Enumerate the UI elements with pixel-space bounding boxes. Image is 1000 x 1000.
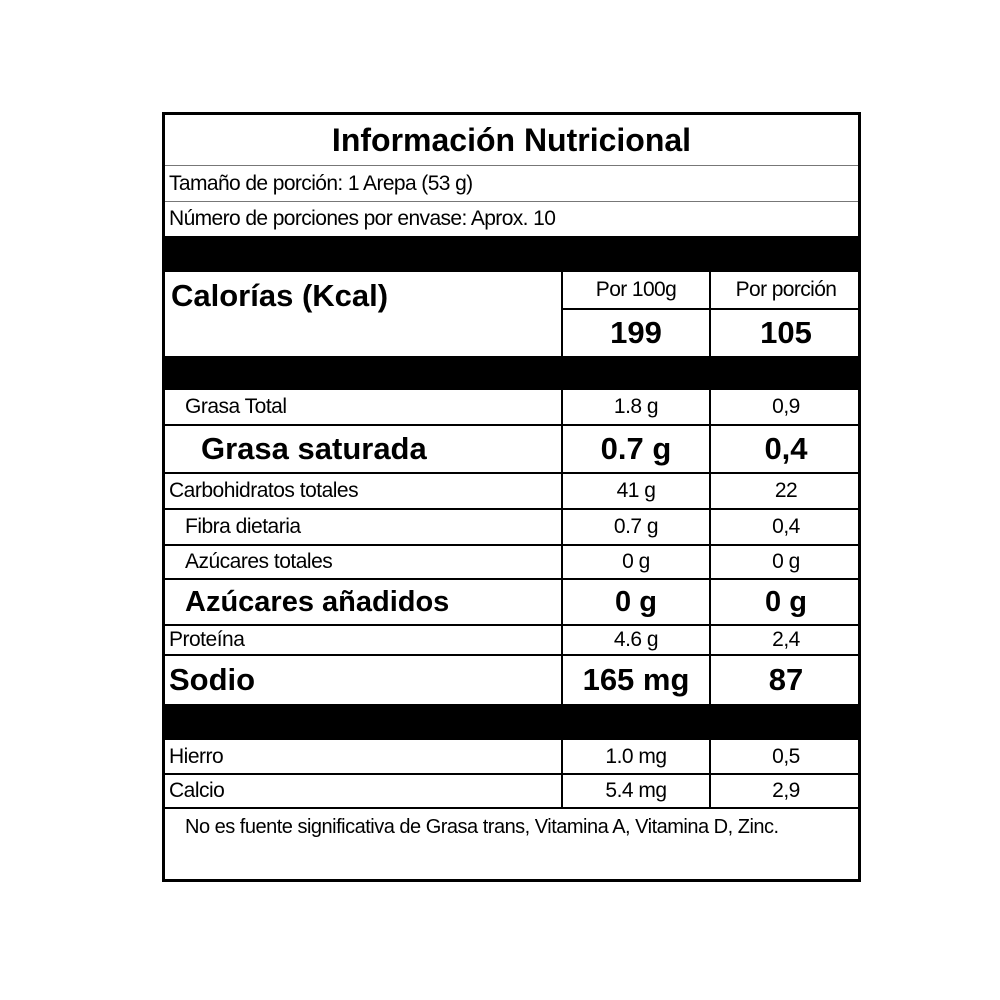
nutrient-label: Proteína [169,628,245,651]
nutrient-per-100g: 0 g [561,580,709,624]
nutrient-per-serving: 0,9 [709,390,861,424]
nutrient-per-100g: 41 g [561,474,709,508]
nutrient-row [165,510,858,546]
nutrient-per-serving: 2,4 [709,626,861,654]
nutrient-row [165,580,858,626]
nutrient-per-serving: 87 [709,656,861,704]
nutrient-row [165,426,858,474]
nutrient-label: Azúcares añadidos [185,585,450,618]
divider-bar [165,704,858,740]
nutrient-per-100g: 0.7 g [561,510,709,544]
nutrient-label: Grasa saturada [201,431,427,466]
calories-row [165,272,858,356]
calories-per-100g: 199 [561,310,709,356]
nutrient-label: Fibra dietaria [185,515,301,538]
label-title: Información Nutricional [331,121,692,158]
calories-label: Calorías (Kcal) [171,278,389,313]
nutrient-per-100g: 1.8 g [561,390,709,424]
mineral-per-serving: 0,5 [709,740,861,773]
nutrient-per-100g: 4.6 g [561,626,709,654]
divider-bar [165,356,858,390]
nutrient-per-100g: 165 mg [561,656,709,704]
servings-per-container-row [165,202,858,236]
nutrient-row [165,626,858,656]
mineral-row [165,740,858,775]
calories-per-serving: 105 [709,310,861,356]
divider-bar [165,236,858,272]
mineral-per-100g: 1.0 mg [561,740,709,773]
nutrient-row [165,474,858,510]
nutrient-per-serving: 0 g [709,580,861,624]
mineral-per-100g: 5.4 mg [561,775,709,807]
mineral-label: Calcio [169,779,225,802]
nutrient-per-serving: 22 [709,474,861,508]
nutrient-per-serving: 0 g [709,546,861,578]
mineral-row [165,775,858,809]
nutrient-row [165,656,858,704]
nutrient-label: Carbohidratos totales [169,479,359,502]
nutrient-per-serving: 0,4 [709,426,861,472]
serving-size-row [165,166,858,202]
nutrition-facts-label [162,112,861,882]
serving-size: Tamaño de porción: 1 Arepa (53 g) [169,171,473,195]
nutrient-label: Azúcares totales [185,550,333,573]
nutrient-row [165,390,858,426]
nutrient-label: Grasa Total [185,395,287,418]
footnote: No es fuente significativa de Grasa trans, Vitamina A, Vitamina D, Zinc. [185,816,779,838]
mineral-per-serving: 2,9 [709,775,861,807]
nutrient-label: Sodio [169,662,256,697]
mineral-label: Hierro [169,744,224,768]
nutrient-per-100g: 0.7 g [561,426,709,472]
nutrient-per-serving: 0,4 [709,510,861,544]
per-100g-header: Por 100g [561,272,709,310]
per-serving-header: Por porción [709,272,861,310]
nutrient-per-100g: 0 g [561,546,709,578]
servings-per-container: Número de porciones por envase: Aprox. 10 [169,207,556,230]
title-row [165,115,858,166]
nutrient-row [165,546,858,580]
